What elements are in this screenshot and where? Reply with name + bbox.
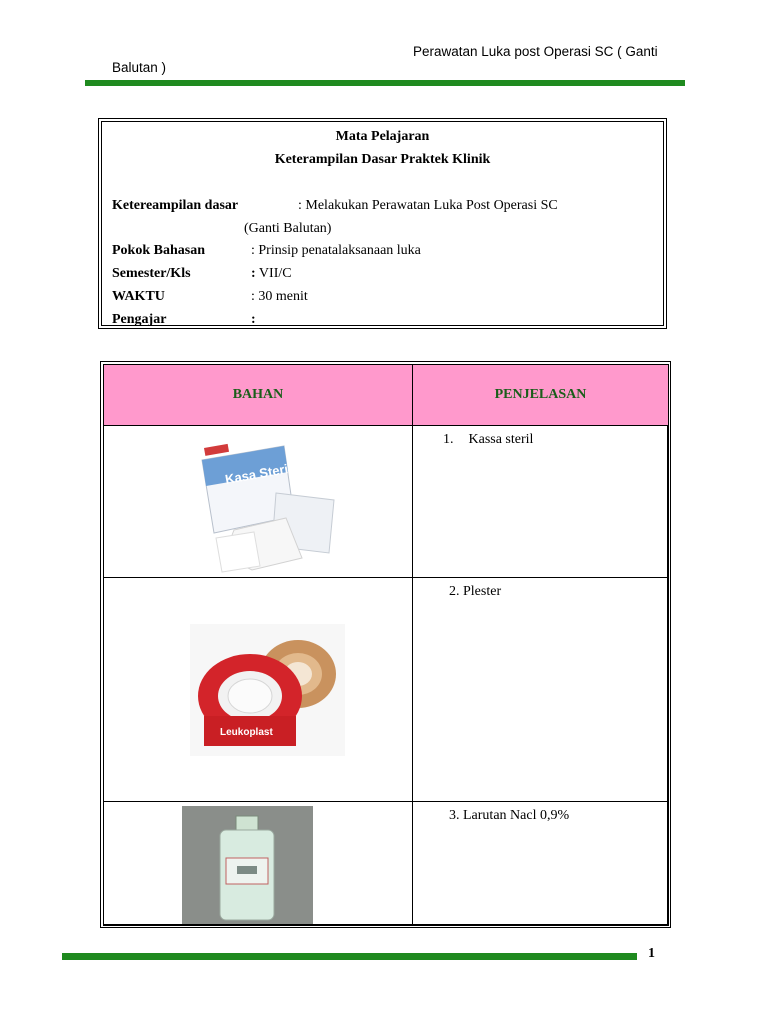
- time-row: [112, 289, 308, 305]
- topic-row: [112, 243, 421, 259]
- item-description-cell: [413, 578, 669, 802]
- item-description-cell: [413, 802, 669, 926]
- skill-label: Ketereampilan dasar: [112, 198, 239, 213]
- topic-value: : Prinsip penatalaksanaan luka: [251, 243, 421, 258]
- header-rule: [85, 80, 685, 86]
- materials-table: [103, 364, 669, 926]
- saline-bottle-image: [182, 806, 313, 924]
- topic-label: Pokok Bahasan: [112, 243, 205, 258]
- footer-rule: [62, 953, 637, 960]
- header-penjelasan: PENJELASAN: [413, 365, 669, 426]
- item-image-cell: [104, 578, 413, 802]
- kasa-steril-box-label: Kasa Steril: [223, 460, 293, 487]
- subject-label: Mata Pelajaran: [335, 129, 430, 144]
- header-bahan: BAHAN: [104, 365, 413, 426]
- sterile-gauze-image: [194, 438, 344, 573]
- semester-label: Semester/Kls: [112, 266, 191, 281]
- time-label: WAKTU: [112, 289, 165, 304]
- item-image-cell: [104, 426, 413, 578]
- table-row: [104, 802, 669, 926]
- subject-title: Keterampilan Dasar Praktek Klinik: [274, 152, 491, 167]
- item-image-cell: [104, 802, 413, 926]
- item-text: Kassa steril: [468, 432, 534, 447]
- item-number: 3.: [449, 808, 460, 823]
- item-text: Larutan Nacl 0,9%: [463, 808, 570, 823]
- page-number: 1: [648, 946, 655, 961]
- skill-row: [112, 198, 558, 214]
- table-row: [104, 578, 669, 802]
- skill-value: : Melakukan Perawatan Luka Post Operasi SC: [298, 198, 558, 213]
- adhesive-plaster-image: [190, 624, 345, 756]
- lesson-info-box: [98, 118, 667, 329]
- item-description-cell: [413, 426, 669, 578]
- running-header-cont: Balutan ): [112, 60, 167, 75]
- item-text: Plester: [463, 584, 502, 599]
- teacher-row: [112, 312, 256, 328]
- semester-row: [112, 266, 292, 282]
- time-value: : 30 menit: [251, 289, 308, 304]
- item-number: 2.: [449, 584, 460, 599]
- teacher-label: Pengajar: [112, 312, 167, 327]
- skill-value-cont: (Ganti Balutan): [244, 221, 332, 236]
- table-header-row: [104, 365, 669, 426]
- table-row: [104, 426, 669, 578]
- teacher-value: :: [251, 312, 256, 327]
- running-header: Perawatan Luka post Operasi SC ( Ganti: [413, 44, 658, 59]
- item-number: 1.: [443, 432, 454, 447]
- leukoplast-label: Leukoplast: [220, 727, 273, 738]
- semester-value: VII/C: [255, 266, 292, 281]
- semester-colon: :: [251, 266, 256, 281]
